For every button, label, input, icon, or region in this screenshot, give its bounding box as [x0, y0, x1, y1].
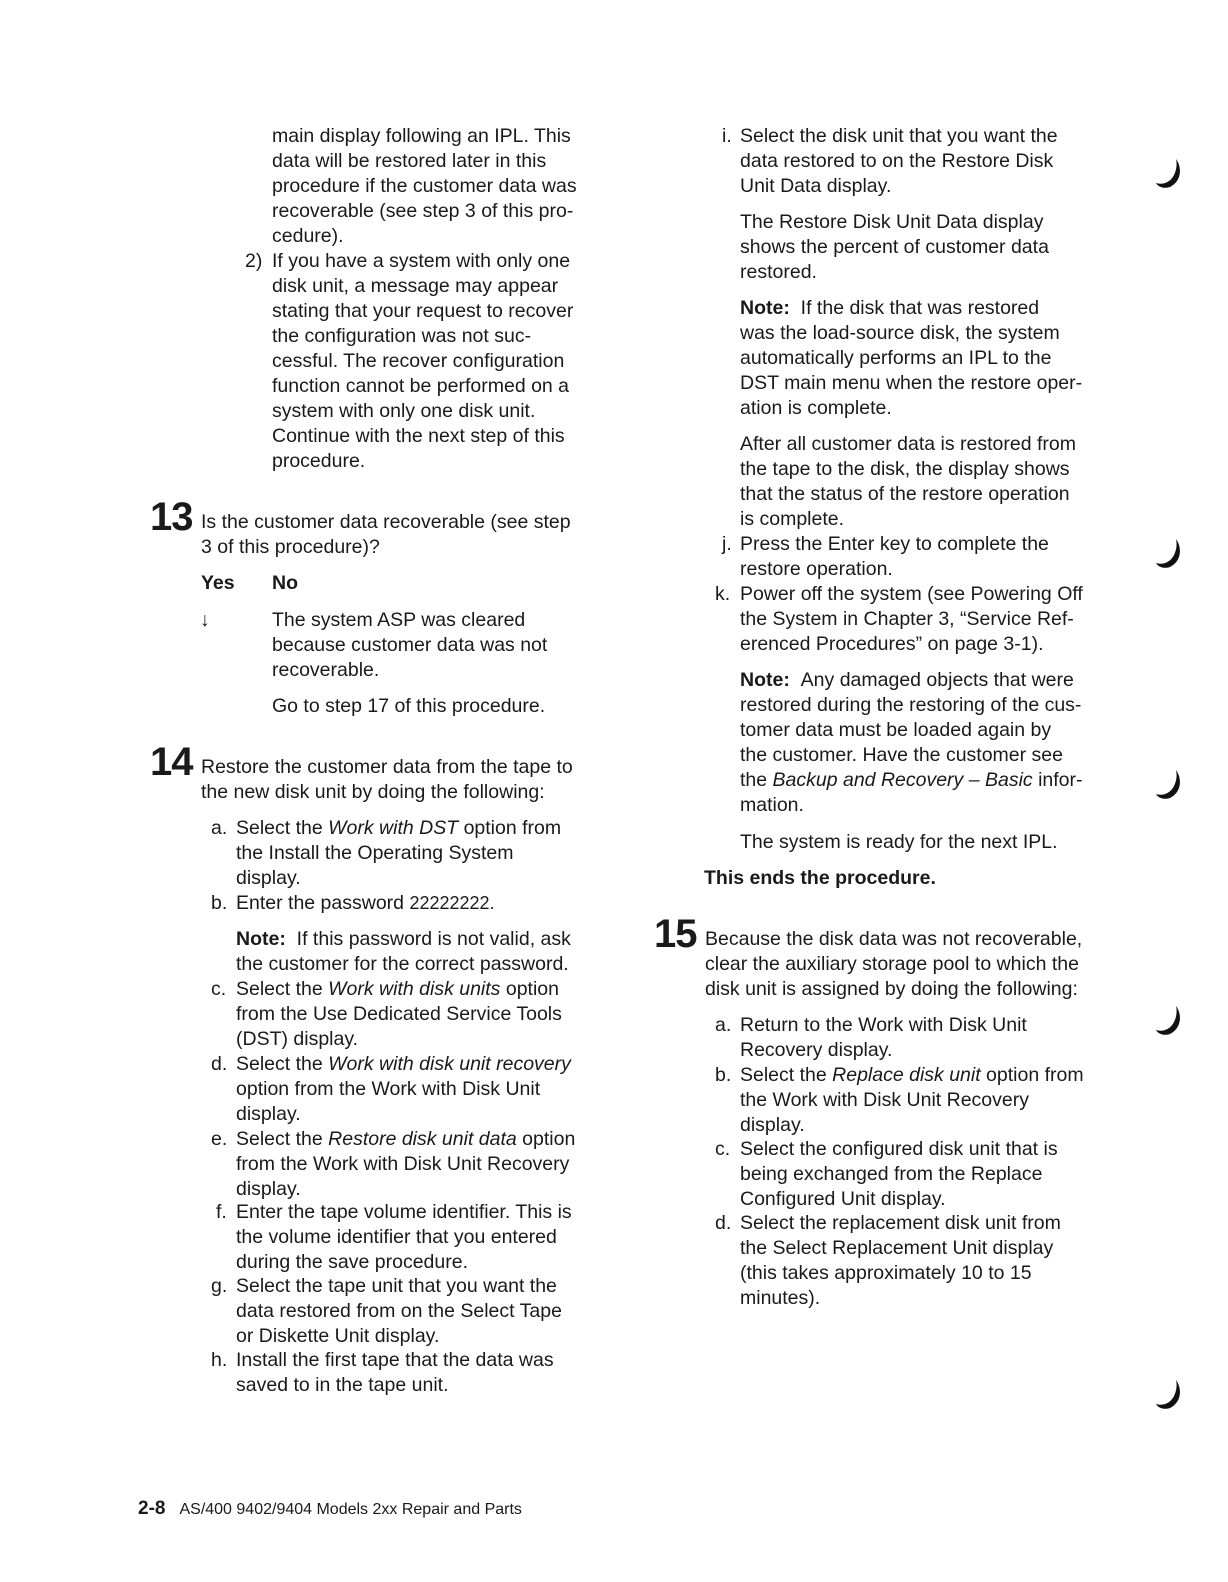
list-item-2: 2) If you have a system with only one disk unit, a message may appear stating that your request to recover the configuration was not suc- cessful. The recover configuration function cannot be performed on a system with only one disk unit. Continue with the next step of this procedure. [245, 250, 574, 472]
step-14-intro: Restore the customer data from the tape to the new disk unit by doing the following: [201, 756, 573, 803]
list-label: c. [211, 978, 227, 1000]
list-label: j. [722, 533, 732, 555]
step-14-item-f: f. Enter the tape volume identifier. This is the volume identifier that you entered during the save procedure. [216, 1201, 572, 1273]
binding-mark-icon [1154, 157, 1186, 189]
restore-display-paragraph: The Restore Disk Unit Data display shows the percent of customer data restored. [740, 211, 1049, 283]
list-label: a. [715, 1014, 732, 1036]
binding-mark-icon [1154, 537, 1186, 569]
list-label: d. [715, 1212, 732, 1234]
step-14-item-b: b. Enter the password 22222222. [211, 892, 495, 914]
list-label: h. [211, 1349, 228, 1371]
step-15-item-a: a. Return to the Work with Disk Unit Recovery display. [715, 1014, 1027, 1061]
load-source-note: Note: If the disk that was restored was the load-source disk, the system automatically performs an IPL to the DST main menu when the restore oper- ation is complete. [740, 297, 1083, 419]
system-ready-text: The system is ready for the next IPL. [740, 831, 1058, 853]
step-15-intro: Because the disk data was not recoverable, clear the auxiliary storage pool to which the disk unit is assigned by doing the following: [705, 928, 1083, 1000]
no-column-header: No [272, 572, 298, 594]
damaged-objects-note: Note: Any damaged objects that were restored during the restoring of the cus- tomer data must be loaded again by the customer. Have the customer see the Backup and Recovery – Basic infor- mation. [740, 669, 1083, 816]
list-label: c. [715, 1138, 731, 1160]
restore-complete-paragraph: After all customer data is restored from the tape to the disk, the display shows that the status of the restore operation is complete. [740, 433, 1076, 530]
procedure-end-text: This ends the procedure. [704, 867, 936, 889]
binding-mark-icon [1154, 768, 1186, 800]
step-15-item-b: b. Select the Replace disk unit option from the Work with Disk Unit Recovery display. [715, 1064, 1084, 1136]
step-14-item-a: a. Select the Work with DST option from the Install the Operating System display. [211, 817, 562, 889]
step-14-item-h: h. Install the first tape that the data was saved to in the tape unit. [211, 1349, 554, 1396]
step-14-item-g: g. Select the tape unit that you want the data restored from on the Select Tape or Diskette Unit display. [211, 1275, 562, 1347]
step-14-item-i: i. Select the disk unit that you want the data restored to on the Restore Disk Unit Data display. [722, 125, 1058, 197]
step-13-question: Is the customer data recoverable (see step 3 of this procedure)? [201, 511, 571, 558]
no-answer-text: The system ASP was cleared because customer data was not recoverable. [272, 609, 548, 681]
step-15-item-d: d. Select the replacement disk unit from the Select Replacement Unit display (this takes approximately 10 to 15 minutes). [715, 1212, 1061, 1309]
goto-step-17: Go to step 17 of this procedure. [272, 695, 546, 717]
step-number-15: 15 [654, 912, 697, 956]
page-number: 2-8 [138, 1498, 166, 1519]
list-label: a. [211, 817, 228, 839]
binding-mark-icon [1154, 1004, 1186, 1036]
book-title: AS/400 9402/9404 Models 2xx Repair and Parts [179, 1501, 522, 1518]
list-label: f. [216, 1201, 227, 1223]
binding-mark-icon [1154, 1378, 1186, 1410]
continued-paragraph: main display following an IPL. This data will be restored later in this procedure if the customer data was recoverable (see step 3 of this pro- cedure). [272, 125, 577, 247]
step-number-13: 13 [150, 495, 193, 539]
list-label: i. [722, 125, 732, 147]
step-14-item-e: e. Select the Restore disk unit data option from the Work with Disk Unit Recovery display. [211, 1128, 576, 1200]
yes-column-header: Yes [201, 572, 235, 594]
page-footer [138, 1498, 522, 1521]
down-arrow-icon: ↓ [200, 609, 210, 631]
list-label: d. [211, 1053, 228, 1075]
step-14-item-d: d. Select the Work with disk unit recovery option from the Work with Disk Unit display. [211, 1053, 571, 1125]
step-15-item-c: c. Select the configured disk unit that is being exchanged from the Replace Configured Unit display. [715, 1138, 1058, 1210]
password-value: 22222222. [409, 893, 495, 913]
step-14-note: Note: If this password is not valid, ask the customer for the correct password. [236, 928, 571, 975]
list-label: g. [211, 1275, 228, 1297]
step-14-item-k: k. Power off the system (see Powering Off the System in Chapter 3, “Service Ref- erenced Procedures” on page 3-1). [715, 583, 1083, 655]
step-number-14: 14 [150, 740, 193, 784]
step-14-item-j: j. Press the Enter key to complete the restore operation. [722, 533, 1049, 580]
list-label: b. [715, 1064, 732, 1086]
list-label: e. [211, 1128, 228, 1150]
list-label: 2) [245, 250, 263, 272]
list-label: b. [211, 892, 228, 914]
step-14-item-c: c. Select the Work with disk units option from the Use Dedicated Service Tools (DST) display. [211, 978, 562, 1050]
list-label: k. [715, 583, 731, 605]
